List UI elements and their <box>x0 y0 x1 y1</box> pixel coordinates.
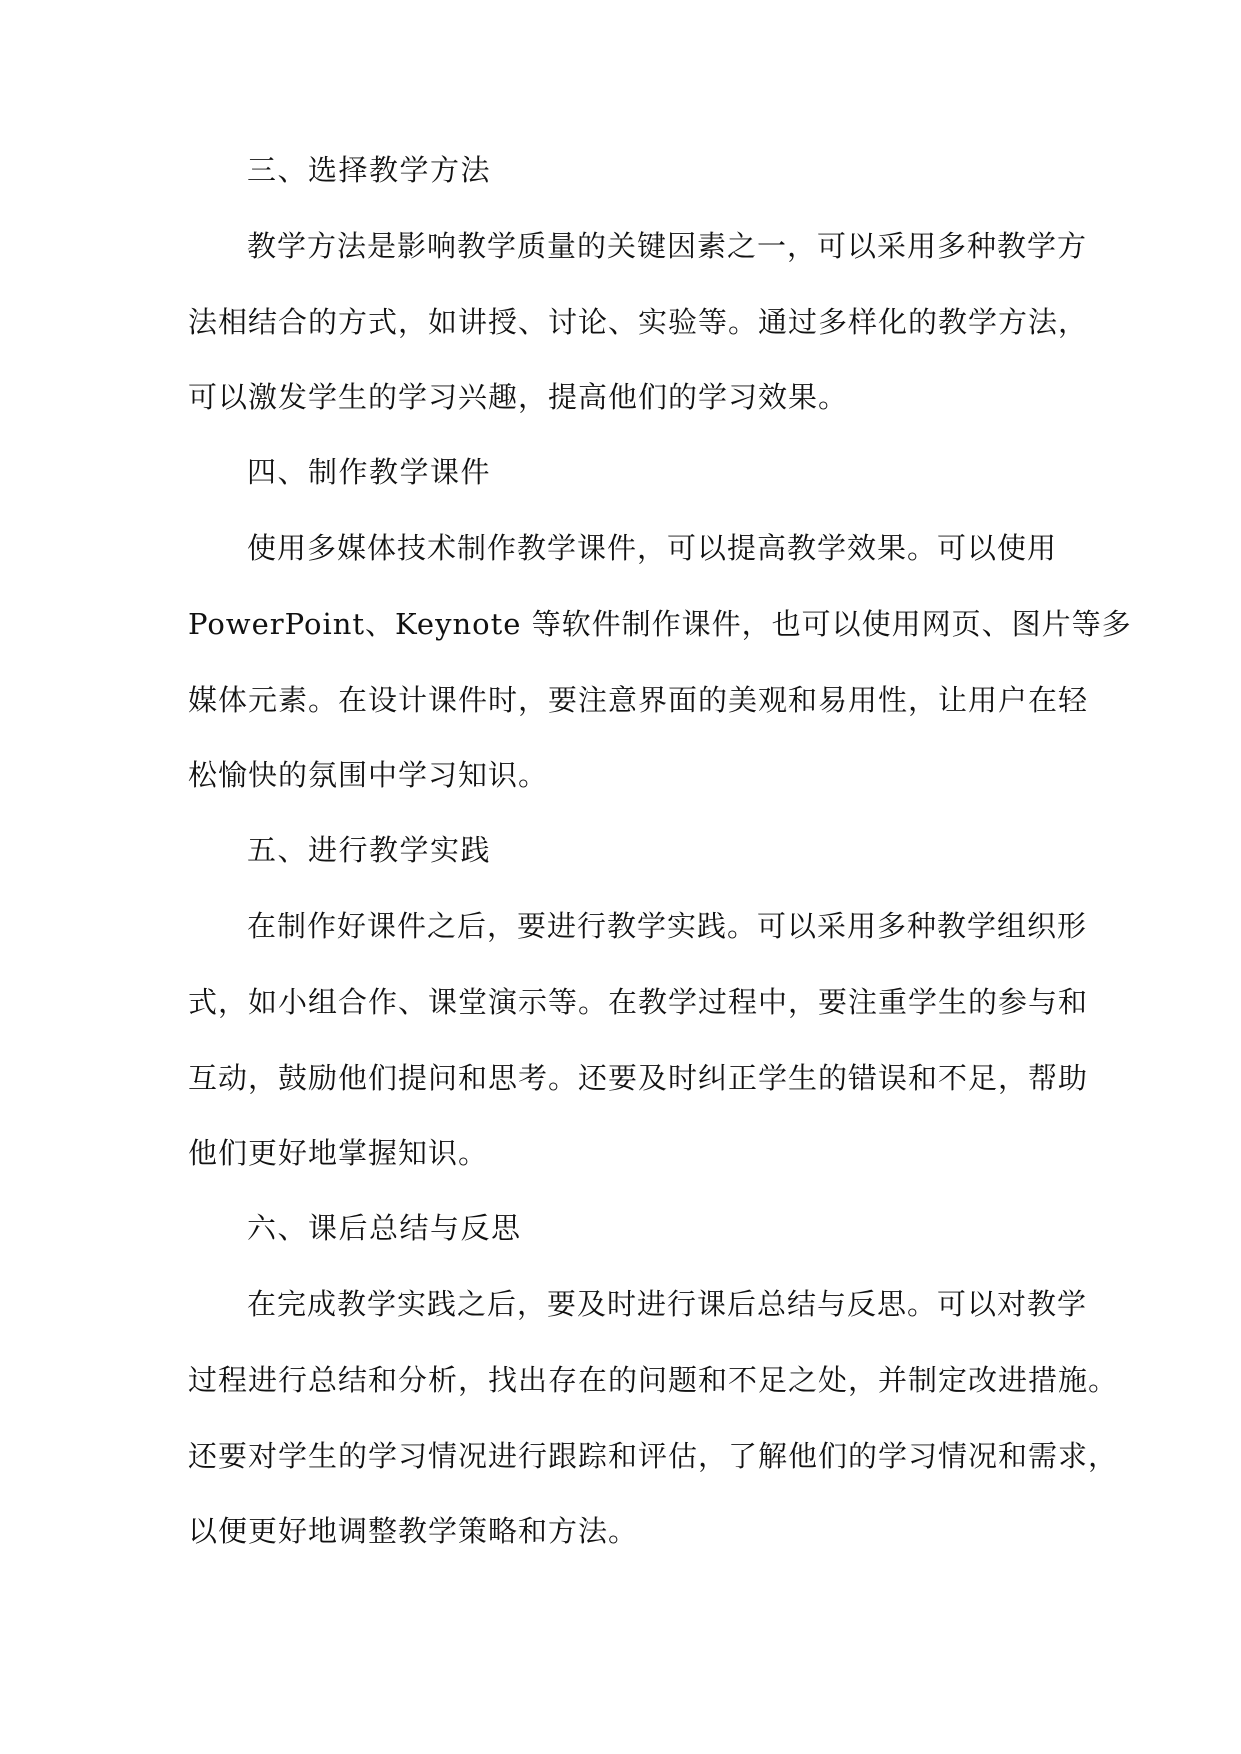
paragraph-line: 他们更好地掌握知识。 <box>188 1136 489 1170</box>
paragraph-line: 式，如小组合作、课堂演示等。在教学过程中，要注重学生的参与和 <box>188 985 1089 1019</box>
section-heading-reflection: 六、课后总结与反思 <box>247 1211 522 1245</box>
paragraph-line: 使用多媒体技术制作教学课件，可以提高教学效果。可以使用 <box>247 531 1058 565</box>
paragraph-line: 在制作好课件之后，要进行教学实践。可以采用多种教学组织形 <box>247 909 1088 943</box>
paragraph-line: 在完成教学实践之后，要及时进行课后总结与反思。可以对教学 <box>247 1287 1088 1321</box>
section-heading-teaching-methods: 三、选择教学方法 <box>247 153 492 187</box>
paragraph-line: 教学方法是影响教学质量的关键因素之一，可以采用多种教学方 <box>247 229 1088 263</box>
paragraph-line: 过程进行总结和分析，找出存在的问题和不足之处，并制定改进措施。 <box>188 1363 1119 1397</box>
section-heading-courseware: 四、制作教学课件 <box>247 455 492 489</box>
paragraph-line: PowerPoint、Keynote 等软件制作课件，也可以使用网页、图片等多 <box>188 607 1132 641</box>
paragraph-line: 法相结合的方式，如讲授、讨论、实验等。通过多样化的教学方法， <box>188 305 1089 339</box>
paragraph-line: 媒体元素。在设计课件时，要注意界面的美观和易用性，让用户在轻 <box>188 683 1089 717</box>
paragraph-line: 可以激发学生的学习兴趣，提高他们的学习效果。 <box>188 380 849 414</box>
paragraph-line: 松愉快的氛围中学习知识。 <box>188 758 549 792</box>
paragraph-line: 以便更好地调整教学策略和方法。 <box>188 1514 639 1548</box>
section-heading-teaching-practice: 五、进行教学实践 <box>247 833 492 867</box>
paragraph-line: 还要对学生的学习情况进行跟踪和评估，了解他们的学习情况和需求， <box>188 1439 1119 1473</box>
paragraph-line: 互动，鼓励他们提问和思考。还要及时纠正学生的错误和不足，帮助 <box>188 1061 1089 1095</box>
